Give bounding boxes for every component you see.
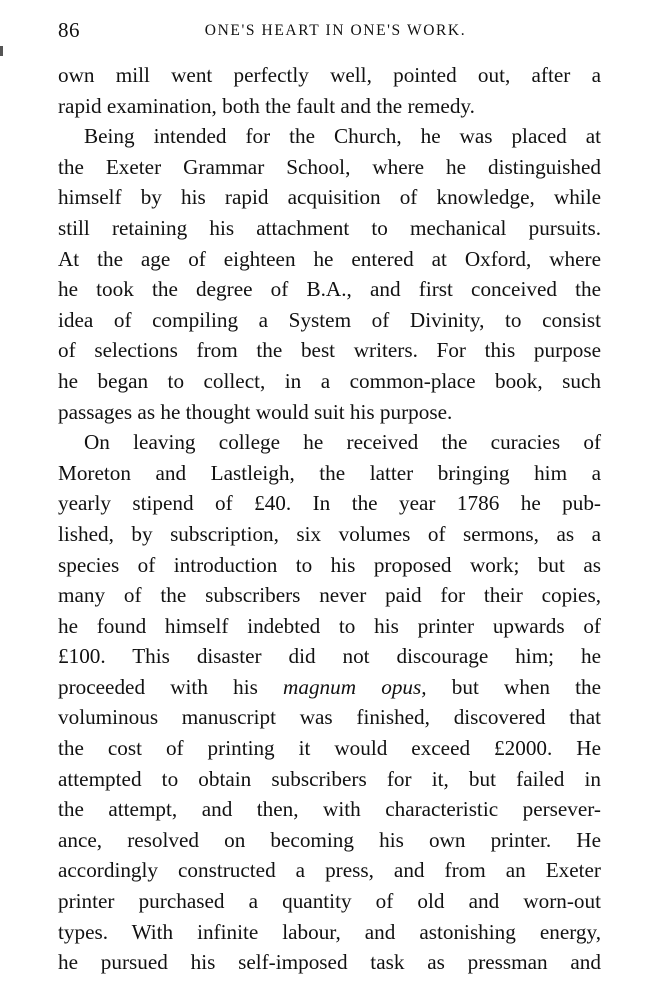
text-line: Moreton and Lastleigh, the latter bringing him a [58,460,601,485]
margin-mark [0,46,3,56]
text-line: ance, resolved on becoming his own printer. He [58,827,601,852]
text-line: the Exeter Grammar School, where he distinguished [58,154,601,179]
text-line: printer purchased a quantity of old and worn-out [58,889,601,914]
text-line: many of the subscribers never paid for their copies, [58,583,601,608]
running-title: ONE'S HEART IN ONE'S WORK. [204,22,467,39]
italic-phrase: magnum opus, [283,674,427,699]
text-line: the attempt, and then, with characteristic persever- [58,797,601,822]
text-line: still retaining his attachment to mechanical pursuits. [58,215,601,240]
text-line: species of introduction to his proposed work; but as [58,552,601,577]
text-line: of selections from the best writers. For this purpose [58,338,601,363]
text-line: Being intended for the Church, he was placed at [84,124,601,149]
text-line: he found himself indebted to his printer upwards of [58,613,601,638]
text-fragment: proceeded with his [58,674,258,699]
text-line: passages as he thought would suit his purpose. [58,399,453,424]
text-line: he pursued his self-imposed task as pressman and [58,950,601,975]
text-line: On leaving college he received the curacies of [84,430,601,455]
text-fragment: but when the [451,674,601,699]
text-line: yearly stipend of £40. In the year 1786 he pub- [58,491,601,516]
paragraph-2 [58,121,601,427]
text-line: the cost of printing it would exceed £2000. He [58,736,601,761]
body-text [58,60,601,978]
text-line: rapid examination, both the fault and the remedy. [58,93,475,118]
text-line-italic [58,672,601,703]
text-line: he began to collect, in a common-place book, such [58,368,601,393]
text-line: own mill went perfectly well, pointed out, after a [58,63,601,87]
text-line: £100. This disaster did not discourage him; he [58,644,601,669]
text-line: himself by his rapid acquisition of knowledge, while [58,185,601,210]
text-line: lished, by subscription, six volumes of sermons, as a [58,521,601,546]
text-line: types. With infinite labour, and astonishing energy, [58,919,601,944]
page-number: 86 [58,18,80,42]
paragraph-1 [58,60,601,121]
text-line: voluminous manuscript was finished, discovered that [58,705,601,730]
text-line: At the age of eighteen he entered at Oxford, where [58,246,601,271]
text-line: accordingly constructed a press, and from an Exeter [58,858,601,883]
page-header [58,18,603,48]
text-line: attempted to obtain subscribers for it, but failed in [58,766,601,791]
text-line: he took the degree of B.A., and first conceived the [58,277,601,302]
paragraph-3 [58,427,601,978]
text-line: idea of compiling a System of Divinity, to consist [58,307,601,332]
